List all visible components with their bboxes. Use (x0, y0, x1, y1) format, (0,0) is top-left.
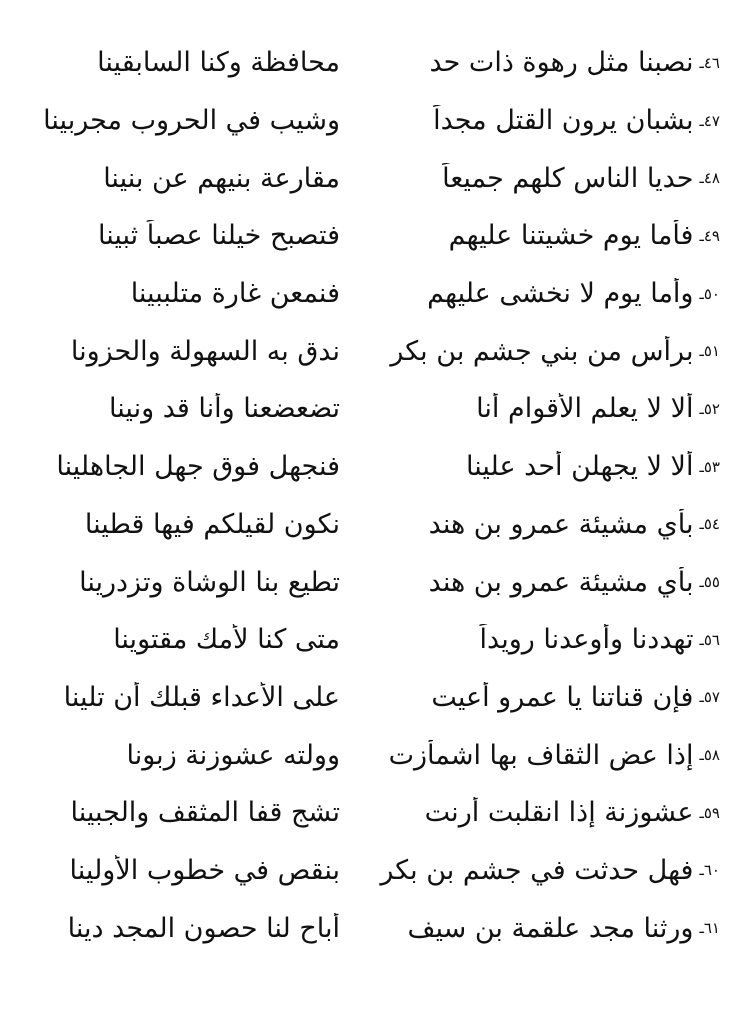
verse-number: ٥٦ـ (699, 630, 720, 649)
verse-line (0, 92, 744, 150)
verse-line (0, 553, 744, 611)
verse-number: ٥٢ـ (699, 399, 720, 418)
first-hemistich (364, 105, 720, 136)
verse-number: ٦٠ـ (699, 861, 720, 880)
second-hemistich: أباح لنا حصون المجد دينا (67, 912, 340, 944)
second-hemistich: وولته عشوزنة زبونا (126, 739, 340, 771)
first-hemistich-text: ألا لا يعلم الأقوام أنا (476, 393, 694, 425)
verse-line (0, 784, 744, 842)
second-hemistich: فنجهل فوق جهل الجاهلينا (56, 451, 340, 483)
first-hemistich-text: حديا الناس كلهم جميعاً (442, 162, 694, 194)
first-hemistich (364, 220, 720, 251)
verse-number: ٤٧ـ (699, 111, 720, 130)
verse-line (0, 669, 744, 727)
first-hemistich (364, 393, 720, 424)
verse-number: ٥٤ـ (699, 515, 720, 534)
verse-line (0, 149, 744, 207)
second-hemistich: وشيب في الحروب مجربينا (43, 105, 340, 137)
verse-number: ٥٣ـ (699, 457, 720, 476)
verse-number: ٥٩ـ (699, 803, 720, 822)
second-hemistich: ندق به السهولة والحزونا (70, 335, 340, 367)
first-hemistich (364, 278, 720, 309)
second-hemistich: فتصبح خيلنا عصباً ثبينا (97, 220, 340, 252)
second-hemistich: متى كنا لأمك مقتوينا (113, 624, 340, 656)
verse-number: ٥٥ـ (699, 573, 720, 592)
verse-line (0, 611, 744, 669)
first-hemistich-text: تهددنا وأوعدنا رويداً (479, 624, 694, 656)
first-hemistich-text: نصبنا مثل رهوة ذات حد (429, 47, 694, 79)
verse-number: ٥٨ـ (699, 746, 720, 765)
first-hemistich (364, 336, 720, 367)
first-hemistich-text: بأي مشيئة عمرو بن هند (428, 508, 694, 540)
first-hemistich-text: برأس من بني جشم بن بكر (390, 335, 694, 367)
verse-line (0, 34, 744, 92)
first-hemistich (364, 47, 720, 78)
first-hemistich-text: ألا لا يجهلن أحد علينا (466, 451, 694, 483)
first-hemistich (364, 624, 720, 655)
first-hemistich-text: فإن قناتنا يا عمرو أعيت (431, 681, 694, 713)
first-hemistich-text: بأي مشيئة عمرو بن هند (428, 566, 694, 598)
verse-line (0, 380, 744, 438)
first-hemistich-text: عشوزنة إذا انقلبت أرنت (424, 797, 694, 829)
second-hemistich: مقارعة بنيهم عن بنينا (103, 162, 340, 194)
verse-line (0, 207, 744, 265)
first-hemistich (364, 682, 720, 713)
verse-number: ٥٧ـ (699, 688, 720, 707)
second-hemistich: تضعضعنا وأنا قد ونينا (109, 393, 340, 425)
first-hemistich-text: فهل حدثت في جشم بن بكر (380, 854, 694, 886)
verse-number: ٤٩ـ (699, 226, 720, 245)
first-hemistich-text: بشبان يرون القتل مجداً (433, 105, 694, 137)
verse-number: ٤٦ـ (699, 53, 720, 72)
first-hemistich (364, 451, 720, 482)
verse-line (0, 842, 744, 900)
second-hemistich: على الأعداء قبلك أن تلينا (63, 681, 340, 713)
second-hemistich: تشج قفا المثقف والجبينا (70, 797, 340, 829)
second-hemistich: فنمعن غارة متلببينا (130, 278, 340, 310)
verse-line (0, 496, 744, 554)
verse-line (0, 726, 744, 784)
first-hemistich (364, 797, 720, 828)
first-hemistich-text: إذا عض الثقاف بها اشمأزت (388, 739, 694, 771)
verse-line (0, 899, 744, 957)
first-hemistich-text: ورثنا مجد علقمة بن سيف (407, 912, 694, 944)
first-hemistich-text: وأما يوم لا نخشى عليهم (427, 278, 694, 310)
first-hemistich (364, 567, 720, 598)
verse-line (0, 265, 744, 323)
poem-page (0, 34, 744, 957)
second-hemistich: بنقص في خطوب الأولينا (69, 854, 340, 886)
verse-line (0, 438, 744, 496)
second-hemistich: تطيع بنا الوشاة وتزدرينا (79, 566, 340, 598)
verse-number: ٦١ـ (699, 919, 720, 938)
first-hemistich (364, 855, 720, 886)
verse-number: ٤٨ـ (699, 169, 720, 188)
verse-line (0, 322, 744, 380)
first-hemistich (364, 913, 720, 944)
first-hemistich-text: فأما يوم خشيتنا عليهم (448, 220, 694, 252)
second-hemistich: نكون لقيلكم فيها قطينا (84, 508, 340, 540)
second-hemistich: محافظة وكنا السابقينا (97, 47, 340, 79)
first-hemistich (364, 740, 720, 771)
verse-number: ٥١ـ (699, 342, 720, 361)
first-hemistich (364, 163, 720, 194)
verse-number: ٥٠ـ (699, 284, 720, 303)
first-hemistich (364, 509, 720, 540)
